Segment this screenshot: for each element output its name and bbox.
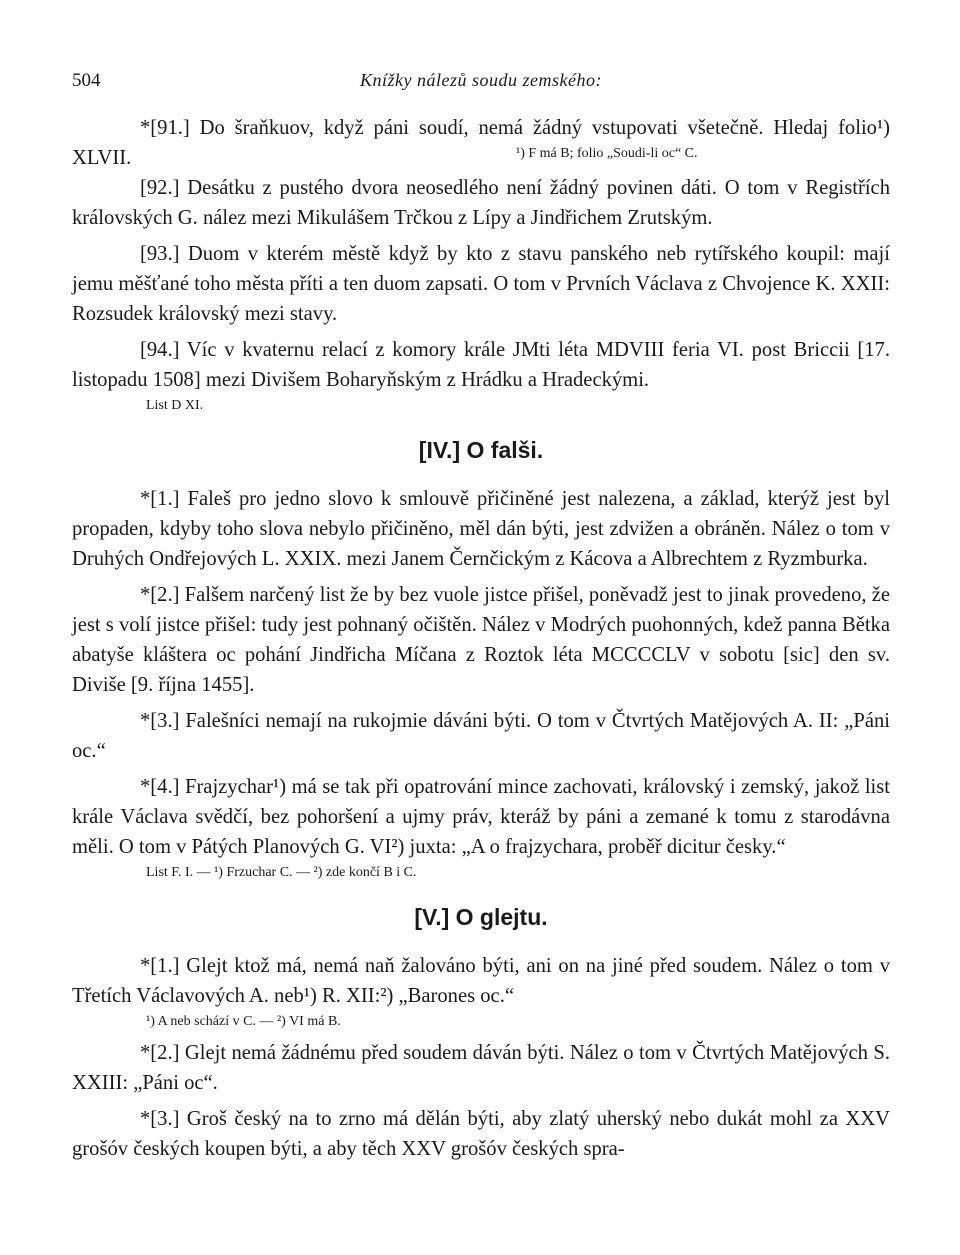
paragraph-94: [94.] Víc v kvaternu relací z komory krále JMti léta MDVIII feria VI. post Briccii [17. listopadu 1508] mezi Divišem Boharyňským z Hrádku a Hradeckými. [72, 339, 890, 391]
paragraph-v-3: *[3.] Groš český na to zrno má dělán býti, aby zlatý uherský nebo dukát mohl za XXV grošóv českých koupen býti, a aby těch XXV grošóv českých spra- [72, 1108, 890, 1160]
paragraph-93: [93.] Duom v kterém městě když by kto z stavu panského neb rytířského koupil: mají jemu měšťané toho města příti a ten duom zapsati. O tom v Prvních Václava z Chvojence K. XXII: Rozsudek královský mezi stavy. [72, 243, 890, 325]
footnote-91: ¹) F má B; folio „Soudi-li oc“ C. [516, 146, 698, 161]
running-title: Knížky nálezů soudu zemského: [360, 70, 602, 90]
section-heading-iv: [IV.] O falši. [418, 437, 544, 463]
paragraph-91: *[91.] Do šraňkuov, když páni soudí, nemá žádný vstupovati všetečně. Hledaj folio¹) XLVII. [72, 117, 890, 169]
page-body [72, 113, 890, 1164]
page-header [72, 70, 890, 100]
section-heading-v: [V.] O glejtu. [414, 904, 548, 930]
footnote-v-1: ¹) A neb schází v C. — ²) VI má B. [146, 1014, 341, 1029]
paragraph-v-2: *[2.] Glejt nemá žádnému před soudem dáván býti. Nález o tom v Čtvrtých Matějových S. XXIII: „Páni oc“. [72, 1042, 890, 1094]
paragraph-iv-2: *[2.] Falšem narčený list že by bez vuole jistce přišel, poněvadž jest to jinak provedeno, že jest s volí jistce přišel: tudy jest pohnaný očištěn. Nález v Modrých puohonných, kdež panna Bětka abatyše kláštera oc pohání Jindřicha Míčana z Roztok léta MCCCCLV v sobotu [sic] den sv. Diviše [9. října 1455]. [72, 584, 890, 696]
paragraph-92: [92.] Desátku z pustého dvora neosedlého není žádný povinen dáti. O tom v Registřích královských G. nález mezi Mikulášem Trčkou z Lípy a Jindřichem Zrutským. [72, 177, 890, 229]
footnote-iv-4: List F. I. — ¹) Frzuchar C. — ²) zde končí B i C. [146, 865, 417, 880]
list-reference-94: List D XI. [146, 398, 204, 413]
paragraph-iv-4: *[4.] Frajzychar¹) má se tak při opatrování mince zachovati, královský i zemský, jakož list krále Václava svědčí, bez pohoršení a ujmy práv, kteráž by páni a zemané k tomu z starodávna měli. O tom v Pátých Planových G. VI²) juxta: „A o frajzychara, proběř dicitur česky.“ [72, 776, 890, 858]
page-number: 504 [72, 70, 101, 91]
paragraph-v-1: *[1.] Glejt ktož má, nemá naň žalováno býti, ani on na jiné před soudem. Nález o tom v Třetích Václavových A. neb¹) R. XII:²) „Barones oc.“ [72, 955, 890, 1007]
paragraph-iv-1: *[1.] Faleš pro jedno slovo k smlouvě přičiněné jest nalezena, a základ, kterýž jest byl propaden, kdyby toho slova nebylo přičiněno, měl dán býti, jest zdvižen a obráněn. Nález o tom v Druhých Ondřejových L. XXIX. mezi Janem Černčickým z Kácova a Albrechtem z Ryzmburka. [72, 488, 890, 570]
paragraph-iv-3: *[3.] Falešníci nemají na rukojmie dáváni býti. O tom v Čtvrtých Matějových A. II: „Páni oc.“ [72, 710, 890, 762]
